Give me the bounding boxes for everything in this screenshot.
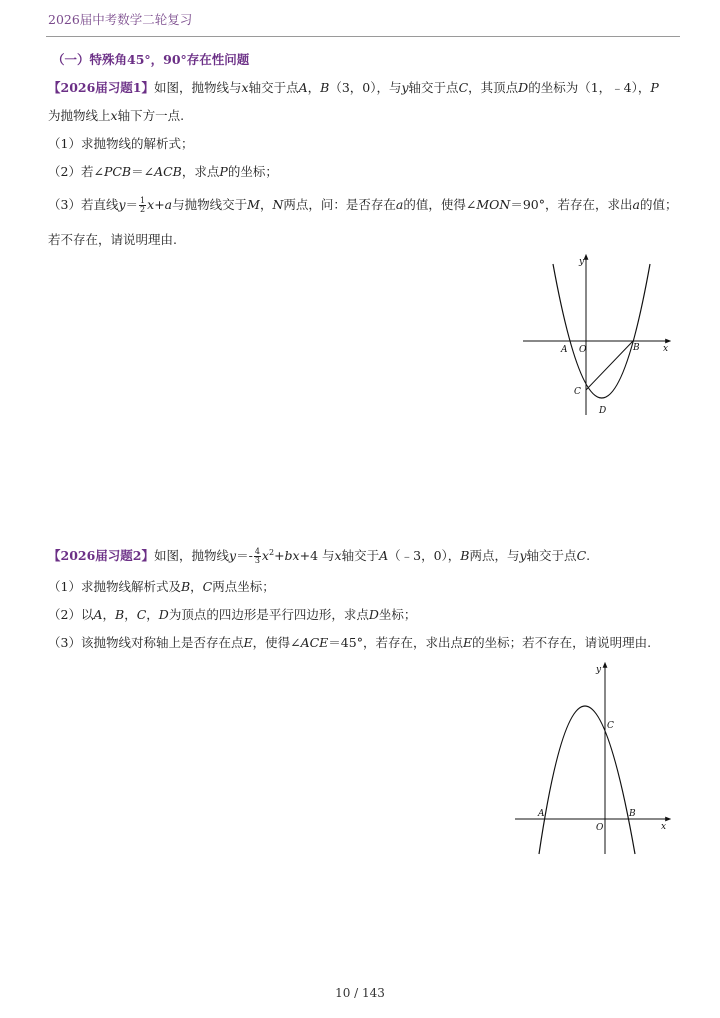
var: a [164,197,173,212]
header-title: 2026届中考数学二轮复习 [48,12,193,27]
problem1-question2 [48,163,278,181]
var: y [118,197,126,212]
text: ， [124,607,137,622]
text: 的值，使得∠ [403,197,477,212]
y-axis-label: y [579,257,585,267]
page-number: 10 / 143 [335,986,385,1000]
text: 轴交于点 [526,548,577,564]
text: 两点坐标； [212,579,275,594]
denominator: 2 [140,205,146,214]
point-a-label: A [561,345,568,355]
problem2-question3 [48,634,651,652]
var: D [158,607,169,622]
point-c-label: C [607,721,614,731]
var: E [462,635,473,650]
problem2-question1 [48,578,275,596]
var: C [202,579,213,594]
var: P [650,80,659,95]
text: + [154,197,165,212]
problem2-tag: 【2026届习题2】 [48,548,154,564]
header-divider [46,36,680,37]
text: 为抛物线上 [48,108,111,123]
var: P [219,164,228,179]
var: x [241,80,249,95]
parabola-curve [539,706,635,854]
text: 如图，抛物线与 [154,80,242,95]
text: 的坐标为（1，﹣4）， [528,80,651,95]
var: C [136,607,147,622]
var: A [298,80,308,95]
var: PCB [103,164,132,179]
var: B [180,579,191,594]
text: 轴交于点 [408,80,459,95]
x-axis-label: x [661,822,667,832]
var: x [147,197,155,212]
parabola-curve [553,264,650,398]
text: . [586,548,591,564]
var: MON [476,197,511,212]
problem2-question2 [48,606,416,624]
point-a-label: A [538,809,545,819]
point-b-label: B [633,343,640,353]
text: （3）该抛物线对称轴上是否存在点 [48,635,244,650]
var: a [632,197,640,212]
text: 的值； [639,197,678,212]
y-axis-label: y [596,665,602,675]
text: 轴下方一点. [117,108,185,123]
var: B [460,548,470,564]
problem1-question3 [48,196,677,214]
var: ACB [154,164,182,179]
var: x [110,108,118,123]
text: 与抛物线交于 [172,197,248,212]
text: ＝∠ [131,164,155,179]
text: ， [190,579,203,594]
problem1-question1: （1）求抛物线的解析式； [48,136,194,151]
text: （2）若∠ [48,164,104,179]
var: x [334,548,342,564]
var: y [519,548,527,564]
numerator: 1 [140,196,146,205]
var: B [320,80,330,95]
problem1-stem-line2 [48,107,184,125]
problem1-stem-line1 [48,79,659,97]
var: C [576,548,587,564]
var: D [368,607,379,622]
problem1-tag: 【2026届习题1】 [48,80,154,95]
point-d-label: D [599,406,607,416]
var: a [395,197,404,212]
var: bx [284,548,300,564]
section-title: （一）特殊角45°，90°存在性问题 [52,52,250,67]
origin-label: O [596,823,604,833]
point-b-label: B [629,809,636,819]
text: 坐标； [378,607,417,622]
text: ， [259,197,273,212]
text: + [274,548,285,564]
text: 为顶点的四边形是平行四边形，求点 [168,607,369,622]
denominator: 3 [254,556,260,566]
text: 轴交于点 [248,80,299,95]
text: ，求点 [181,164,220,179]
text: ， [146,607,159,622]
text: 如图，抛物线 [154,548,230,564]
text: 两点，与 [469,548,520,564]
var: y [401,80,409,95]
var: B [115,607,125,622]
fraction [254,548,261,565]
point-c-label: C [574,387,581,397]
text: 的坐标；若不存在，请说明理由. [472,635,652,650]
text: ， [102,607,115,622]
var: M [247,197,260,212]
text: ＝90°，若存在，求出 [510,197,633,212]
text: ＝ [125,197,139,212]
var: y [229,548,237,564]
text: ，其顶点 [468,80,519,95]
numerator: 4 [254,547,260,557]
problem2-graph [510,658,675,858]
text: 的坐标； [227,164,278,179]
exponent: 2 [268,548,275,557]
origin-label: O [579,345,587,355]
text: ，使得∠ [252,635,301,650]
text: 两点，问：是否存在 [283,197,396,212]
text: ＝- [236,548,253,564]
text: 轴交于 [341,548,380,564]
text: ＝45°，若存在，求出点 [328,635,463,650]
text: +4 与 [299,548,335,564]
var: E [243,635,253,650]
x-axis-label: x [663,344,669,354]
var: x [261,548,269,564]
var: C [458,80,469,95]
problem2-stem [48,544,590,565]
problem1-question3-line2: 若不存在，请说明理由. [48,232,177,247]
text: （1）求抛物线解析式及 [48,579,181,594]
text: ， [307,80,321,95]
var: N [272,197,284,212]
text: （2）以 [48,607,94,622]
text: （﹣3，0）， [388,548,461,564]
fraction [139,197,146,214]
var: A [93,607,103,622]
text: （3，0），与 [329,80,402,95]
var: D [518,80,529,95]
text: （3）若直线 [48,197,119,212]
var: ACE [300,635,329,650]
problem1-graph [515,250,675,420]
var: A [379,548,389,564]
